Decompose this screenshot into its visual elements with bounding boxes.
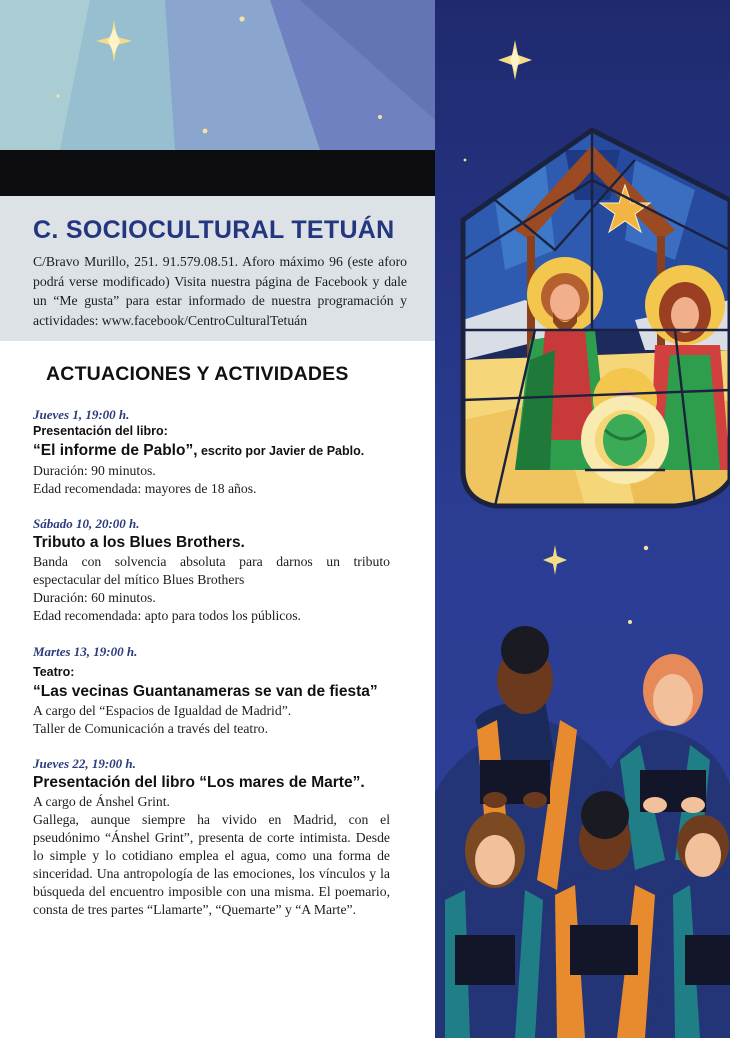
event-age: Edad recomendada: mayores de 18 años. <box>33 481 257 496</box>
center-title: C. SOCIOCULTURAL TETUÁN <box>33 216 395 244</box>
small-star-icon <box>464 159 467 162</box>
right-illustration <box>435 0 730 1038</box>
event-description: Banda con solvencia absoluta para darnos un tributo espectacular del mítico Blues Brothers <box>33 554 390 587</box>
event-duration: Duración: 90 minutos. <box>33 463 156 478</box>
top-sky-illustration <box>0 0 435 150</box>
event-title-author: escrito por Javier de Pablo. <box>197 444 365 458</box>
event-workshop: Taller de Comunicación a través del teatro. <box>33 721 269 736</box>
event-item <box>33 406 390 498</box>
small-star-icon <box>628 620 632 624</box>
event-date: Jueves 22, 19:00 h. <box>33 756 136 771</box>
event-title <box>33 440 390 462</box>
event-author: A cargo de Ánshel Grint. <box>33 794 170 809</box>
event-age: Edad recomendada: apto para todos los públicos. <box>33 608 301 623</box>
event-duration: Duración: 60 minutos. <box>33 590 156 605</box>
small-star-icon <box>56 94 59 97</box>
center-info-text: C/Bravo Murillo, 251. 91.579.08.51. Aforo máximo 96 (este aforo podrá verse modificado) Visita nuestra página de Facebook y dale un “Me gusta” para estar informado de nuestra programación y actividades: www.facebook/CentroCulturalTetuán <box>33 254 407 328</box>
event-date: Martes 13, 19:00 h. <box>33 644 138 659</box>
event-item <box>33 515 390 625</box>
small-star-icon <box>378 115 382 119</box>
event-item <box>33 755 390 919</box>
event-title-main: “El informe de Pablo”, <box>33 442 198 459</box>
event-description: Gallega, aunque siempre ha vivido en Madrid, con el pseudónimo “Ánshel Grint”, presenta de corte intimista. Desde lo simple y lo cotidiano emplea el agua, como una forma de sinceridad. Una antropología de las emociones, los vínculos y la búsqueda del encuentro imposible con una misma. El poemario, consta de tres partes “Llamarte”, “Quemarte” y “A Marte”. <box>33 812 390 917</box>
event-pre-label: Presentación del libro: <box>33 424 168 438</box>
event-title: “Las vecinas Guantanameras se van de fiesta” <box>33 683 378 700</box>
event-date: Jueves 1, 19:00 h. <box>33 407 130 422</box>
section-heading: ACTUACIONES Y ACTIVIDADES <box>46 363 349 385</box>
event-item <box>33 643 390 738</box>
event-title: Presentación del libro “Los mares de Marte”. <box>33 774 365 791</box>
black-band <box>0 150 435 196</box>
event-title: Tributo a los Blues Brothers. <box>33 534 245 551</box>
event-organizer: A cargo del “Espacios de Igualdad de Madrid”. <box>33 703 292 718</box>
small-star-icon <box>239 16 244 21</box>
small-star-icon <box>203 129 208 134</box>
event-date: Sábado 10, 20:00 h. <box>33 516 140 531</box>
event-pre-label: Teatro: <box>33 665 75 679</box>
small-star-icon <box>644 546 648 550</box>
